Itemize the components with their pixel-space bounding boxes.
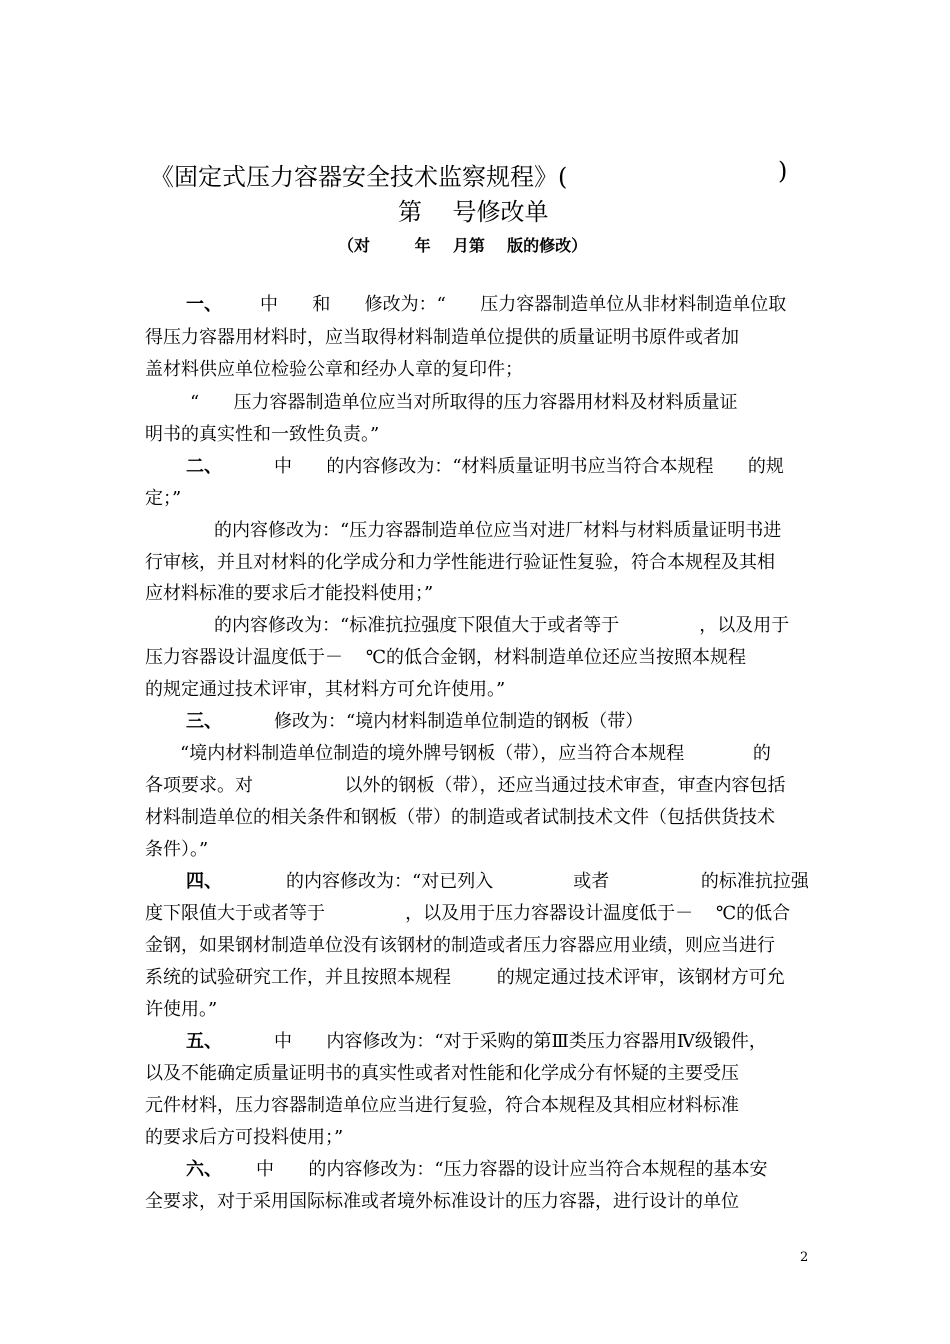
section-2-line-6: 的内容修改为：“标准抗拉强度下限值大于或者等于 ，以及用于 xyxy=(214,615,790,636)
section-5-label: 五、 xyxy=(186,1031,222,1052)
section-3-line-3: 各项要求。对 以外的钢板（带），还应当通过技术审查，审查内容包括 xyxy=(145,775,786,796)
section-6-label: 六、 xyxy=(186,1159,222,1180)
section-5-line-1: 中 内容修改为：“对于采购的第Ⅲ类压力容器用Ⅳ级锻件， xyxy=(274,1031,767,1052)
amendment-subnote: （对 年 月第 版的修改） xyxy=(338,236,588,255)
section-2-line-3: 的内容修改为：“压力容器制造单位应当对进厂材料与材料质量证明书进 xyxy=(214,520,782,541)
section-4-line-2: 度下限值大于或者等于 ，以及用于压力容器设计温度低于－ ℃的低合 xyxy=(145,903,791,924)
section-3-line-5: 条件）。” xyxy=(145,839,209,860)
section-2-line-8: 的规定通过技术评审，其材料方可允许使用。” xyxy=(145,679,506,700)
section-6-line-1: 中 的内容修改为：“压力容器的设计应当符合本规程的基本安 xyxy=(256,1159,768,1180)
amendment-number: 第 号修改单 xyxy=(398,198,549,226)
document-title: 《固定式压力容器安全技术监察规程》( xyxy=(150,163,568,191)
section-2-line-1: 中 的内容修改为：“材料质量证明书应当符合本规程 的规 xyxy=(274,456,784,477)
section-4-line-4: 系统的试验研究工作，并且按照本规程 的规定通过技术评审，该钢材方可允 xyxy=(145,967,785,988)
section-5-line-4: 的要求后方可投料使用；” xyxy=(145,1127,344,1148)
title-close-paren: ) xyxy=(778,157,788,185)
section-1-line-4: “ 压力容器制造单位应当对所取得的压力容器用材料及材料质量证 xyxy=(190,392,738,413)
section-1-label: 一、 xyxy=(186,294,222,315)
section-5-line-3: 元件材料，压力容器制造单位应当进行复验，符合本规程及其相应材料标准 xyxy=(145,1095,739,1116)
section-2-line-7: 压力容器设计温度低于－ ℃的低合金钢，材料制造单位还应当按照本规程 xyxy=(145,647,747,668)
section-4-line-5: 许使用。” xyxy=(145,999,218,1020)
section-2-label: 二、 xyxy=(186,456,222,477)
page-number: 2 xyxy=(800,1250,809,1265)
section-3-line-1: 修改为：“境内材料制造单位制造的钢板（带） xyxy=(274,711,644,732)
section-1-line-3: 盖材料供应单位检验公章和经办人章的复印件； xyxy=(145,359,523,380)
section-3-line-2: “境内材料制造单位制造的境外牌号钢板（带），应当符合本规程 的 xyxy=(180,743,771,764)
section-2-line-4: 行审核，并且对材料的化学成分和力学性能进行验证性复验，符合本规程及其相 xyxy=(145,552,775,573)
section-2-line-2: 定；” xyxy=(145,488,182,509)
section-2-line-5: 应材料标准的要求后才能投料使用；” xyxy=(145,583,434,604)
section-1-line-1: 中 和 修改为：“ 压力容器制造单位从非材料制造单位取 xyxy=(260,294,787,315)
section-4-line-1: 的内容修改为：“对已列入 或者 的标准抗拉强 xyxy=(286,871,809,892)
section-5-line-2: 以及不能确定质量证明书的真实性或者对性能和化学成分有怀疑的主要受压 xyxy=(145,1063,739,1084)
section-4-label: 四、 xyxy=(186,871,222,892)
section-1-line-2: 得压力容器用材料时，应当取得材料制造单位提供的质量证明书原件或者加 xyxy=(145,327,739,348)
section-6-line-2: 全要求，对于采用国际标准或者境外标准设计的压力容器，进行设计的单位 xyxy=(145,1191,739,1212)
section-1-line-5: 明书的真实性和一致性负责。” xyxy=(145,424,380,445)
section-3-label: 三、 xyxy=(186,711,222,732)
section-3-line-4: 材料制造单位的相关条件和钢板（带）的制造或者试制技术文件（包括供货技术 xyxy=(145,807,775,828)
section-4-line-3: 金钢，如果钢材制造单位没有该钢材的制造或者压力容器应用业绩，则应当进行 xyxy=(145,935,775,956)
